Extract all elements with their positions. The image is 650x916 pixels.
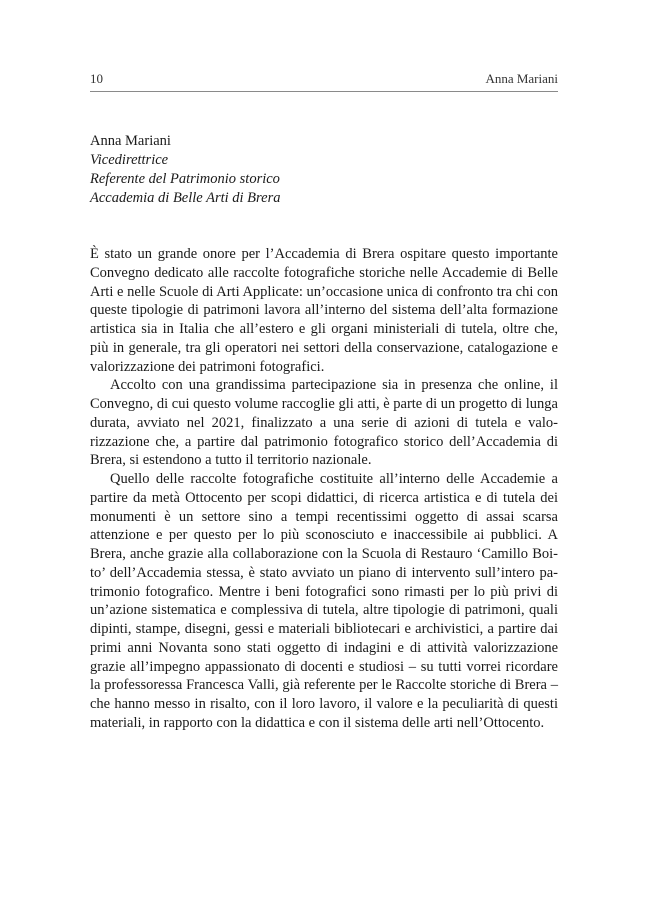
paragraph-2: Accolto con una grandissima partecipazione sia in presenza che online, il Convegno, di cui questo volume raccoglie gli atti, è parte di un progetto di lunga durata, avviato nel 2021, finalizzato a una serie di azioni di tutela e valorizzazione che, a partire dal patrimonio fotografico storico dell’Accademia di Brera, si estendono a tutto il territorio nazionale.: [90, 377, 558, 469]
author-role: Referente del Patrimonio storico: [90, 171, 280, 187]
body-text: [90, 245, 558, 733]
author-name: Anna Mariani: [90, 133, 171, 149]
running-head: Anna Mariani: [485, 71, 558, 86]
header-rule: [90, 91, 558, 92]
paragraph-1: È stato un grande onore per l’Accademia di Brera ospitare questo importante Convegno dedicato alle raccolte fotografiche storiche nelle Accademie di Belle Arti e nelle Scuole di Arti Applicate: un’occasione unica di confronto tra chi con queste tipologie di patrimoni lavora all’interno del sistema dell’alta formazione artistica sia in Italia che all’estero e gli organi ministeriali di tutela, oltre che, più in generale, tra gli operatori nei settori della conservazione, catalogazione e valorizzazione dei patrimoni fotografici.: [90, 246, 558, 375]
author-institution: Accademia di Belle Arti di Brera: [90, 190, 281, 206]
author-title: Vicedirettrice: [90, 152, 169, 168]
paragraph-3: Quello delle raccolte fotografiche costituite all’interno delle Accademie a partire da metà Ottocento per scopi didattici, di ricerca artistica e di tutela dei monumenti è un settore sino a tempi recentissimi oggetto di assai scarsa attenzione e per questo per lo più sconosciuto e inaccessibile ai pubblici. A Brera, anche grazie alla collaborazione con la Scuola di Restauro ‘Camillo Boito’ dell’Accademia stessa, è stato avviato un piano di intervento sull’intero patrimonio fotografico. Mentre i beni fotografici sono rimasti per lo più privi di un’azione sistematica e complessiva di tutela, altre tipologie di patrimoni, quali dipinti, stampe, disegni, gessi e materiali bibliotecari e archivistici, a partire dai primi anni Novanta sono stati oggetto di indagini e di attività valorizzazione grazie all’impegno appassionato di docenti e studiosi – su tutti vorrei ricordare la professoressa Francesca Valli, già referente per le Raccolte storiche di Brera – che hanno messo in risalto, con il loro lavoro, il valore e la peculiarità di questi materiali, in rapporto con la didattica e con il sistema delle arti nell’Ottocento.: [90, 471, 558, 731]
author-signature: [90, 132, 558, 208]
page-number: 10: [90, 71, 103, 86]
page-header: [90, 71, 558, 87]
